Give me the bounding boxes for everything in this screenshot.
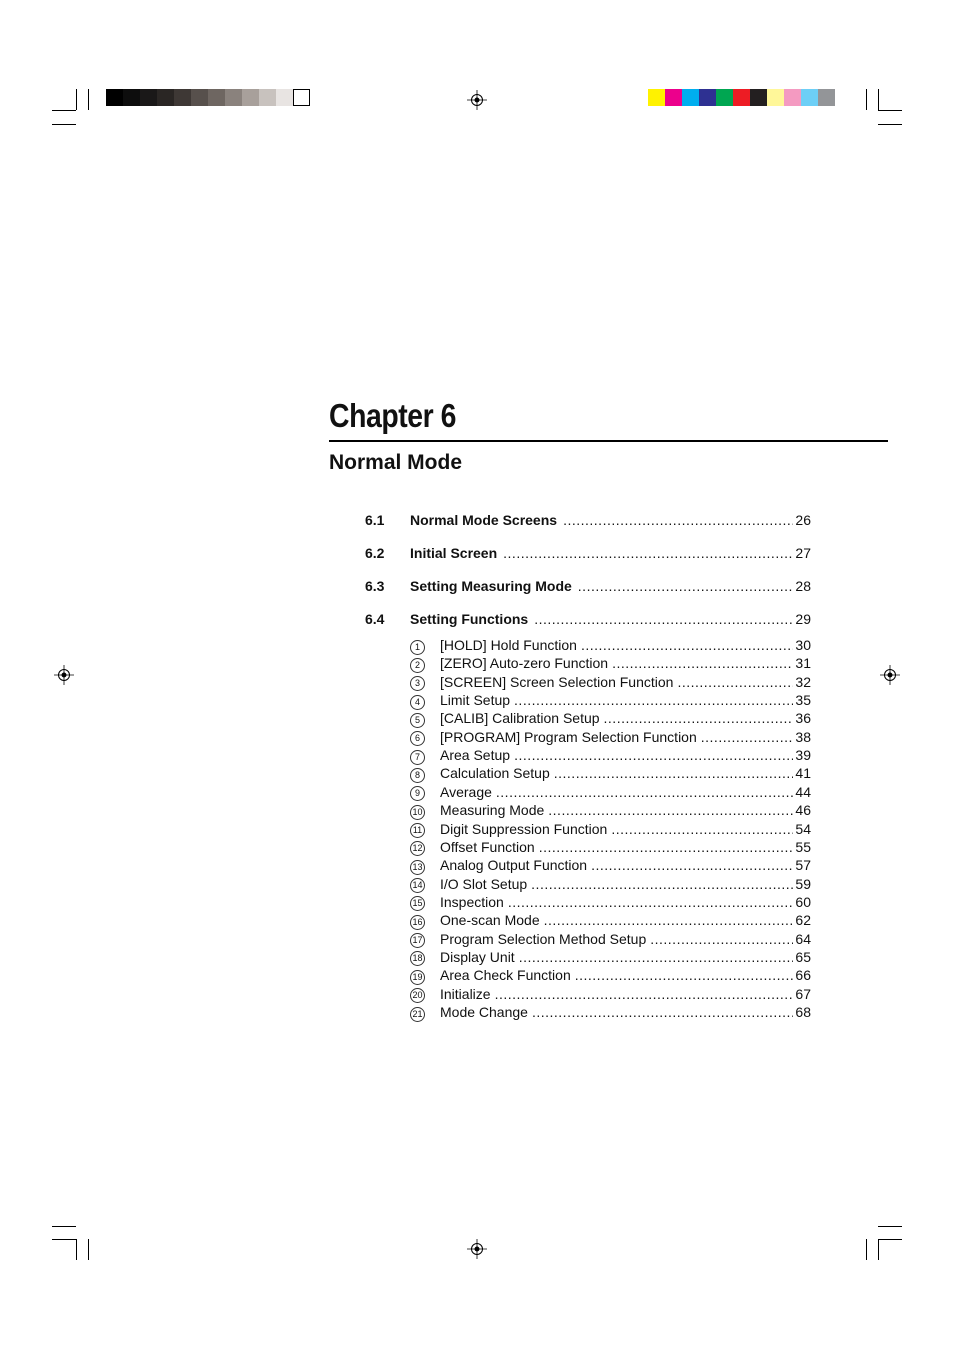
item-title: Area Check Function (440, 967, 571, 984)
page-number: 46 (795, 802, 811, 819)
grayscale-color-bar (106, 89, 310, 106)
crop-mark (878, 1239, 879, 1260)
page-number: 62 (795, 912, 811, 929)
gray-swatch (174, 89, 191, 106)
color-swatch (665, 89, 682, 106)
dot-leader (578, 577, 794, 595)
toc-item-row[interactable] (410, 764, 811, 782)
toc-section-row[interactable] (365, 544, 811, 562)
page-number: 28 (795, 578, 811, 594)
circled-number-icon: 15 (410, 896, 425, 911)
dot-leader (604, 709, 794, 727)
heading-rule (329, 440, 888, 442)
page-number: 66 (795, 967, 811, 984)
dot-leader (591, 856, 793, 874)
registration-mark-icon (880, 665, 900, 685)
item-title: Program Selection Method Setup (440, 930, 647, 947)
circled-number-icon: 8 (410, 768, 425, 783)
crop-mark (866, 89, 867, 110)
circled-number-icon: 12 (410, 841, 425, 856)
dot-leader (612, 654, 793, 672)
section-number: 6.1 (365, 512, 385, 528)
toc-item-row[interactable] (410, 636, 811, 654)
gray-swatch (191, 89, 208, 106)
page-number: 26 (795, 512, 811, 528)
crop-mark (52, 1239, 76, 1240)
dot-leader (611, 820, 793, 838)
toc-item-row[interactable] (410, 801, 811, 819)
dot-leader (496, 783, 794, 801)
item-title: I/O Slot Setup (440, 875, 528, 892)
color-swatch (818, 89, 835, 106)
circled-number-icon: 11 (410, 823, 425, 838)
circled-number-icon: 16 (410, 915, 425, 930)
color-swatch (733, 89, 750, 106)
section-number: 6.3 (365, 578, 385, 594)
item-title: [ZERO] Auto-zero Function (440, 655, 609, 672)
color-swatch (767, 89, 784, 106)
crop-mark (52, 124, 76, 125)
dot-leader (514, 691, 793, 709)
item-title: Analog Output Function (440, 857, 588, 874)
dot-leader (677, 673, 793, 691)
section-number: 6.2 (365, 545, 385, 561)
item-title: One-scan Mode (440, 912, 540, 929)
section-number: 6.4 (365, 611, 385, 627)
color-swatch (682, 89, 699, 106)
toc-item-row[interactable] (410, 856, 811, 874)
page-number: 30 (795, 637, 811, 653)
dot-leader (503, 544, 793, 562)
item-title: Initialize (440, 985, 491, 1002)
crop-mark (52, 110, 76, 111)
gray-swatch (157, 89, 174, 106)
section-title: Initial Screen (410, 545, 498, 561)
color-swatch (699, 89, 716, 106)
toc-section-row[interactable] (365, 610, 811, 628)
crop-mark (52, 1226, 76, 1227)
crop-mark (878, 1226, 902, 1227)
dot-leader (495, 985, 794, 1003)
circled-number-icon: 9 (410, 786, 425, 801)
page-number: 44 (795, 783, 811, 800)
page-number: 39 (795, 747, 811, 764)
circled-number-icon: 5 (410, 713, 425, 728)
page-number: 38 (795, 728, 811, 745)
item-title: Average (440, 783, 492, 800)
chapter-heading: Chapter 6 (329, 397, 457, 434)
circled-number-icon: 4 (410, 695, 425, 710)
color-swatch (801, 89, 818, 106)
process-color-bar (648, 89, 835, 106)
item-title: Area Setup (440, 747, 511, 764)
dot-leader (544, 911, 794, 929)
dot-leader (575, 966, 794, 984)
gray-swatch (106, 89, 123, 106)
dot-leader (532, 1003, 793, 1021)
item-title: Measuring Mode (440, 802, 545, 819)
crop-mark (88, 1239, 89, 1260)
page-number: 59 (795, 875, 811, 892)
toc-item-row[interactable] (410, 654, 811, 672)
item-title: [CALIB] Calibration Setup (440, 710, 600, 727)
item-title: Display Unit (440, 948, 515, 965)
toc-item-row[interactable] (410, 783, 811, 801)
circled-number-icon: 19 (410, 970, 425, 985)
circled-number-icon: 3 (410, 676, 425, 691)
circled-number-icon: 18 (410, 951, 425, 966)
crop-mark (76, 1239, 77, 1260)
item-title: Limit Setup (440, 692, 511, 709)
item-title: Mode Change (440, 1004, 528, 1020)
dot-leader (514, 746, 793, 764)
item-title: [SCREEN] Screen Selection Function (440, 673, 674, 690)
crop-mark (88, 89, 89, 110)
toc-item-row[interactable] (410, 930, 811, 948)
toc-item-row[interactable] (410, 673, 811, 691)
gray-swatch (225, 89, 242, 106)
page-number: 36 (795, 710, 811, 727)
color-swatch (784, 89, 801, 106)
toc-item-row[interactable] (410, 948, 811, 966)
dot-leader (650, 930, 793, 948)
page-number: 35 (795, 692, 811, 709)
page-number: 55 (795, 838, 811, 855)
page-number: 29 (795, 611, 811, 627)
circled-number-icon: 7 (410, 750, 425, 765)
gray-swatch (259, 89, 276, 106)
page-number: 27 (795, 545, 811, 561)
toc-item-row[interactable] (410, 709, 811, 727)
registration-mark-icon (54, 665, 74, 685)
dot-leader (508, 893, 794, 911)
crop-mark (76, 89, 77, 110)
circled-number-icon: 6 (410, 731, 425, 746)
gray-swatch (123, 89, 140, 106)
section-title: Setting Functions (410, 611, 529, 627)
item-title: [HOLD] Hold Function (440, 637, 577, 653)
dot-leader (531, 875, 793, 893)
toc-item-row[interactable] (410, 691, 811, 709)
crop-mark (878, 124, 902, 125)
item-title: Digit Suppression Function (440, 820, 608, 837)
section-title: Setting Measuring Mode (410, 578, 572, 594)
dot-leader (701, 728, 794, 746)
circled-number-icon: 13 (410, 860, 425, 875)
dot-leader (519, 948, 794, 966)
page-number: 32 (795, 673, 811, 690)
page-number: 57 (795, 857, 811, 874)
gray-swatch (242, 89, 259, 106)
item-title: [PROGRAM] Program Selection Function (440, 728, 697, 745)
toc-item-row[interactable] (410, 820, 811, 838)
section-title: Normal Mode Screens (410, 512, 558, 528)
color-swatch (716, 89, 733, 106)
circled-number-icon: 21 (410, 1007, 425, 1022)
page-number: 31 (795, 655, 811, 672)
page-number: 41 (795, 765, 811, 782)
circled-number-icon: 10 (410, 805, 425, 820)
chapter-subtitle: Normal Mode (329, 451, 463, 474)
circled-number-icon: 17 (410, 933, 425, 948)
gray-swatch (276, 89, 293, 106)
toc-item-row[interactable] (410, 838, 811, 856)
crop-mark (878, 110, 902, 111)
toc-item-row[interactable] (410, 911, 811, 929)
item-title: Offset Function (440, 838, 535, 855)
gray-swatch (140, 89, 157, 106)
toc-section-row[interactable] (365, 511, 811, 529)
crop-mark (878, 1239, 902, 1240)
toc-item-row[interactable] (410, 966, 811, 984)
page-number: 60 (795, 893, 811, 910)
color-swatch (648, 89, 665, 106)
circled-number-icon: 1 (410, 640, 425, 655)
registration-mark-icon (467, 1239, 487, 1259)
dot-leader (554, 764, 794, 782)
page-number: 54 (795, 820, 811, 837)
circled-number-icon: 14 (410, 878, 425, 893)
item-title: Calculation Setup (440, 765, 550, 782)
gray-swatch (208, 89, 225, 106)
toc-item-row[interactable] (410, 893, 811, 911)
circled-number-icon: 20 (410, 988, 425, 1003)
toc-section-row[interactable] (365, 577, 811, 595)
toc-item-row[interactable] (410, 875, 811, 893)
crop-mark (878, 89, 879, 110)
dot-leader (534, 610, 793, 628)
gray-swatch (293, 89, 310, 106)
crop-mark (866, 1239, 867, 1260)
page-number: 67 (795, 985, 811, 1002)
dot-leader (563, 511, 793, 529)
dot-leader (539, 838, 794, 856)
registration-mark-icon (467, 90, 487, 110)
toc-item-row[interactable] (410, 1003, 811, 1021)
page-number: 68 (795, 1004, 811, 1020)
page-number: 65 (795, 948, 811, 965)
toc-item-row[interactable] (410, 746, 811, 764)
toc-item-row[interactable] (410, 985, 811, 1003)
toc-item-row[interactable] (410, 728, 811, 746)
page-number: 64 (795, 930, 811, 947)
item-title: Inspection (440, 893, 504, 910)
color-swatch (750, 89, 767, 106)
dot-leader (581, 636, 793, 654)
dot-leader (548, 801, 793, 819)
circled-number-icon: 2 (410, 658, 425, 673)
